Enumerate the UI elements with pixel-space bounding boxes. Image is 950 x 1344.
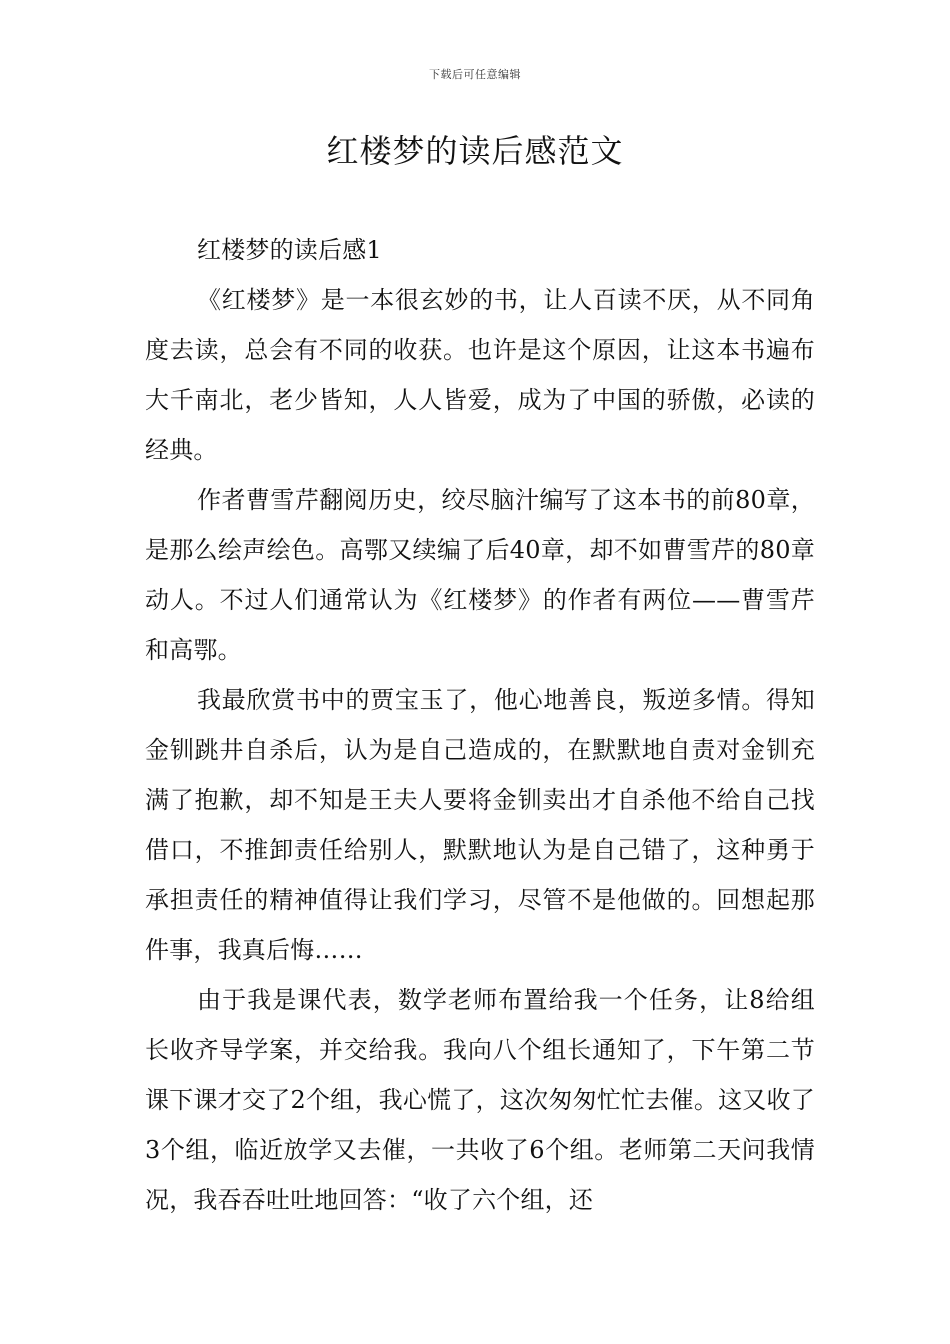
paragraph: 作者曹雪芹翻阅历史，绞尽脑汁编写了这本书的前80章，是那么绘声绘色。高鄂又续编了后40章，却不如曹雪芹的80章动人。不过人们通常认为《红楼梦》的作者有两位——曹雪芹和高鄂。 — [145, 486, 815, 664]
document-title: 红楼梦的读后感范文 — [326, 132, 624, 170]
header-note: 下载后可任意编辑 — [429, 68, 521, 81]
document-body — [145, 225, 815, 1225]
paragraph: 《红楼梦》是一本很玄妙的书，让人百读不厌，从不同角度去读，总会有不同的收获。也许是这个原因，让这本书遍布大千南北，老少皆知，人人皆爱，成为了中国的骄傲，必读的经典。 — [145, 286, 815, 464]
paragraph: 我最欣赏书中的贾宝玉了，他心地善良，叛逆多情。得知金钏跳井自杀后，认为是自己造成的，在默默地自责对金钏充满了抱歉，却不知是王夫人要将金钏卖出才自杀他不给自己找借口，不推卸责任给别人，默默地认为是自己错了，这种勇于承担责任的精神值得让我们学习，尽管不是他做的。回想起那件事，我真后悔…… — [145, 686, 815, 964]
section-heading: 红楼梦的读后感1 — [197, 236, 382, 264]
paragraph: 由于我是课代表，数学老师布置给我一个任务，让8给组长收齐导学案，并交给我。我向八个组长通知了，下午第二节课下课才交了2个组，我心慌了，这次匆匆忙忙去催。这又收了3个组，临近放学又去催，一共收了6个组。老师第二天问我情况，我吞吞吐吐地回答：“收了六个组，还 — [145, 986, 815, 1214]
